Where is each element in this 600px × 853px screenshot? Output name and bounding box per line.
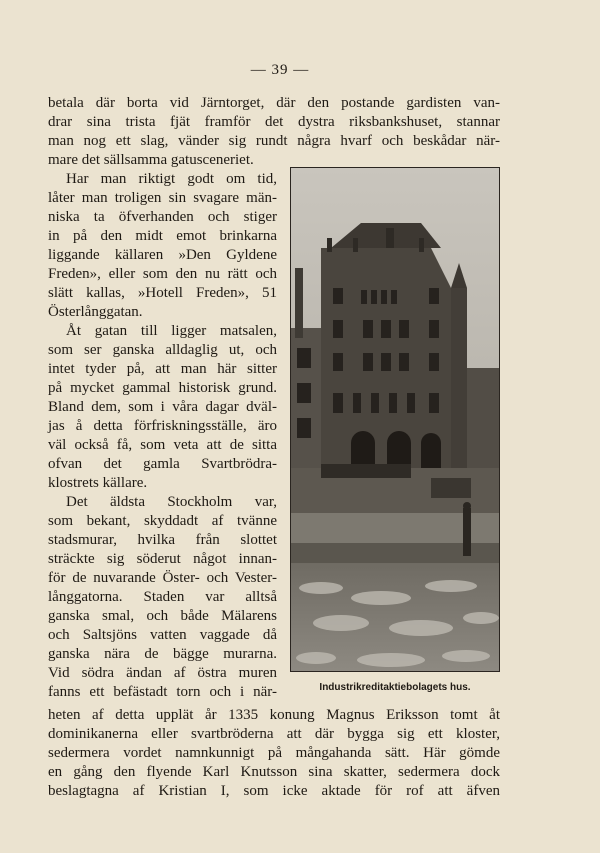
text-line: Åt gatan till ligger matsalen, (66, 323, 277, 339)
text-line: man nog ett slag, vänder sig rundt några hvarf och beskådar när- (48, 133, 500, 149)
text-line: väl också få, som veta att de sitta (48, 437, 277, 453)
text-line: mare det sällsamma gatusceneriet. (48, 152, 254, 168)
text-line: fanns ett befästadt torn och i när- (48, 684, 277, 700)
text-line: långgatorna. Staden var alltså (48, 589, 277, 605)
text-line: Österlånggatan. (48, 304, 143, 320)
text-line: låter man troligen sin svagare män- (48, 190, 277, 206)
text-line: Vid södra ändan af östra muren (48, 665, 277, 681)
text-line: Bland dem, som i våra dagar dväl- (48, 399, 277, 415)
text-line: Har man riktigt godt om tid, (66, 171, 277, 187)
text-line: dominikanerna eller svartbröderna att där bygga sig ett kloster, (48, 726, 500, 742)
text-line: ofvan det gamla Svartbrödra- (48, 456, 277, 472)
text-line: som ser ganska alldaglig ut, och (48, 342, 277, 358)
text-line: heten af detta upplät år 1335 konung Magnus Eriksson tomt åt (48, 707, 500, 723)
text-line: ganska smal, och både Mälarens (48, 608, 277, 624)
text-line: drar sina trista fjät framför det dystra riksbankshuset, stannar (48, 114, 500, 130)
text-line: stadsmurar, hvilka från slottet (48, 532, 277, 548)
text-line: liggande källaren »Den Gyldene (48, 247, 277, 263)
text-line: jas å detta förfriskningsställe, äro (48, 418, 277, 434)
text-line: ganska nära de bägge murarna. (48, 646, 277, 662)
text-line: och Saltsjöns vatten vaggade då (48, 627, 277, 643)
text-line: Det äldsta Stockholm var, (66, 494, 277, 510)
text-line: sträckte sig söderut något innan- (48, 551, 277, 567)
text-line: för de nuvarande Öster- och Vester- (48, 570, 277, 586)
text-line: in på den midt emot brinkarna (48, 228, 277, 244)
text-line: sedermera vordet namnkunnigt på mångahanda sätt. Här gömde (48, 745, 500, 761)
text-line: klostrets källare. (48, 475, 148, 491)
text-line: beslagtagna af Kristian I, som icke aktade för rof att äfven (48, 783, 500, 799)
text-line: på mycket gammal historisk grund. (48, 380, 277, 396)
text-line: intet tyder på, att man här sitter (48, 361, 277, 377)
building-photograph (290, 167, 500, 672)
text-line: slätt kallas, »Hotell Freden», 51 (48, 285, 277, 301)
text-line: en gång den flyende Karl Knutsson sina skatter, sedermera dock (48, 764, 500, 780)
figure-caption: Industrikreditaktiebolagets hus. (319, 682, 471, 693)
text-line: betala där borta vid Järntorget, där den postande gardisten van- (48, 95, 500, 111)
text-line: niska ta öfverhanden och stiger (48, 209, 277, 225)
page-number: — 39 — (250, 62, 310, 78)
text-line: Freden», eller som den nu rätt och (48, 266, 277, 282)
text-line: som bekant, skyddadt af tvänne (48, 513, 277, 529)
